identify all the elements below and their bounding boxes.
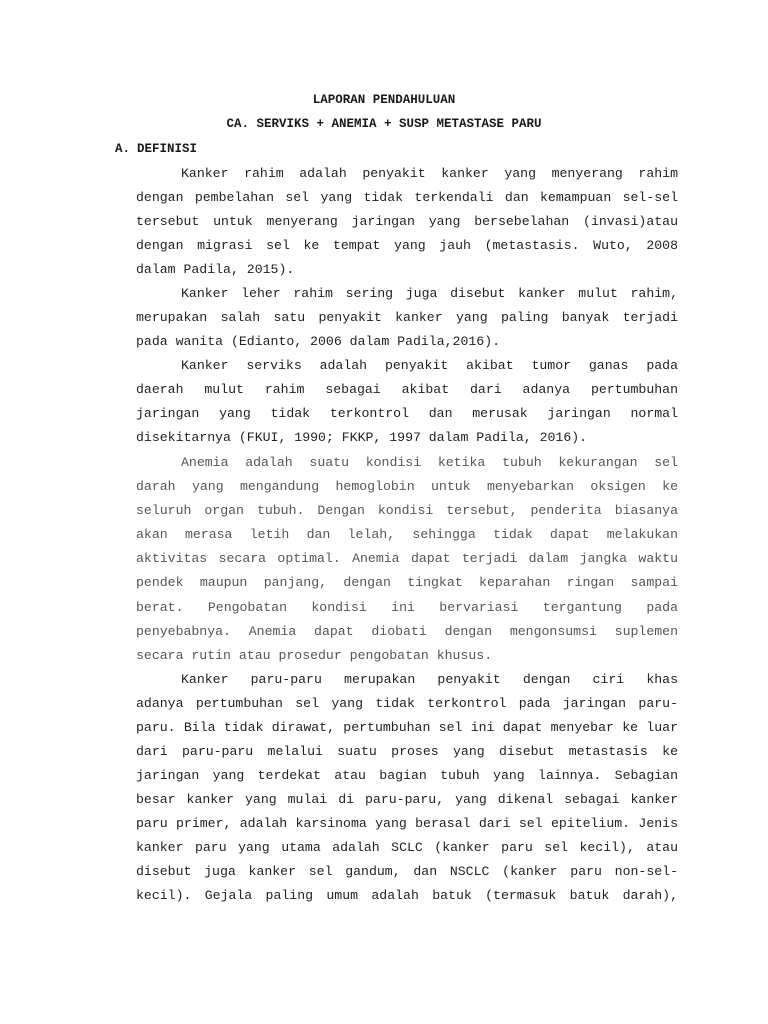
paragraph-line: disekitarnya (FKUI, 1990; FKKP, 1997 dalam Padila, 2016). (136, 430, 588, 445)
paragraph-line: paru primer, adalah karsinoma yang berasal dari sel epitelium. Jenis (136, 816, 678, 831)
paragraph-line: darah yang mengandung hemoglobin untuk menyebarkan oksigen ke (136, 479, 678, 494)
paragraph-line: seluruh organ tubuh. Dengan kondisi tersebut, penderita biasanya (136, 503, 678, 518)
paragraph-line: pendek maupun panjang, dengan tingkat keparahan ringan sampai (136, 575, 678, 590)
paragraph-line: jaringan yang terdekat atau bagian tubuh yang lainnya. Sebagian (136, 768, 678, 783)
paragraph-line: merupakan salah satu penyakit kanker yang paling banyak terjadi (136, 310, 678, 325)
paragraph-line: dalam Padila, 2015). (136, 262, 295, 277)
document-subtitle: CA. SERVIKS + ANEMIA + SUSP METASTASE PARU (226, 117, 542, 131)
paragraph-line: aktivitas secara optimal. Anemia dapat terjadi dalam jangka waktu (136, 551, 678, 566)
paragraph-line: adanya pertumbuhan sel yang tidak terkontrol pada jaringan paru- (136, 696, 678, 711)
section-letter: A. (115, 142, 131, 156)
section-heading (115, 142, 197, 156)
paragraph-line: kanker paru yang utama adalah SCLC (kanker paru sel kecil), atau (136, 840, 678, 855)
paragraph-line: dari paru-paru melalui suatu proses yang disebut metastasis ke (136, 744, 678, 759)
paragraph-line: akan merasa letih dan lelah, sehingga tidak dapat melakukan (136, 527, 678, 542)
paragraph-line: daerah mulut rahim sebagai akibat dari adanya pertumbuhan (136, 382, 678, 397)
paragraph-line: besar kanker yang mulai di paru-paru, yang dikenal sebagai kanker (136, 792, 678, 807)
paragraph-line: Kanker rahim adalah penyakit kanker yang menyerang rahim (181, 166, 678, 181)
paragraph-line: tersebut untuk menyerang jaringan yang bersebelahan (invasi)atau (136, 214, 678, 229)
paragraph-line: Kanker leher rahim sering juga disebut kanker mulut rahim, (181, 286, 678, 301)
paragraph-line: disebut juga kanker sel gandum, dan NSCLC (kanker paru non-sel- (136, 864, 678, 879)
paragraph-line: secara rutin atau prosedur pengobatan khusus. (136, 648, 493, 663)
section-title: DEFINISI (137, 142, 198, 156)
paragraph-line: Kanker paru-paru merupakan penyakit dengan ciri khas (181, 672, 678, 687)
paragraph-line: paru. Bila tidak dirawat, pertumbuhan sel ini dapat menyebar ke luar (136, 720, 678, 735)
paragraph-line: pada wanita (Edianto, 2006 dalam Padila,2016). (136, 334, 501, 349)
paragraph-line: Kanker serviks adalah penyakit akibat tumor ganas pada (181, 358, 678, 373)
document-title: LAPORAN PENDAHULUAN (312, 93, 456, 107)
paragraph-line: dengan migrasi sel ke tempat yang jauh (metastasis. Wuto, 2008 (136, 238, 678, 253)
paragraph-line: Anemia adalah suatu kondisi ketika tubuh kekurangan sel (181, 455, 678, 470)
paragraph-line: jaringan yang tidak terkontrol dan merusak jaringan normal (136, 406, 678, 421)
paragraph-line: penyebabnya. Anemia dapat diobati dengan mengonsumsi suplemen (136, 624, 678, 639)
paragraph-line: berat. Pengobatan kondisi ini bervariasi tergantung pada (136, 600, 678, 615)
paragraph-line: kecil). Gejala paling umum adalah batuk (termasuk batuk darah), (136, 888, 678, 903)
paragraph-line: dengan pembelahan sel yang tidak terkendali dan kemampuan sel-sel (136, 190, 678, 205)
